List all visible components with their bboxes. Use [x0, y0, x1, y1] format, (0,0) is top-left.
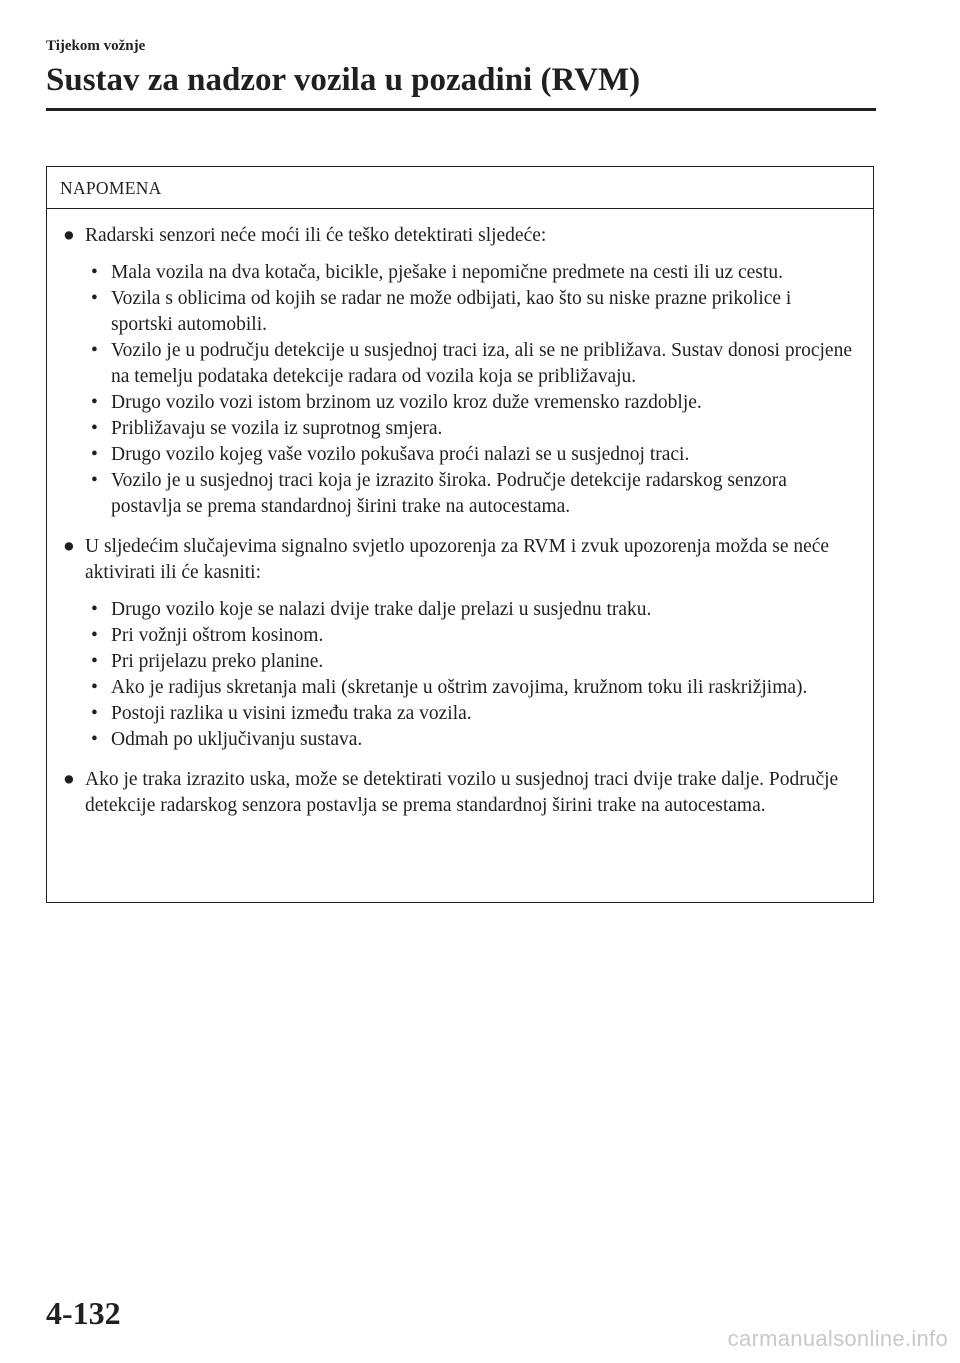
sub-item-text: Odmah po uključivanju sustava. — [111, 729, 363, 750]
title-divider — [46, 108, 876, 111]
sub-bullet-icon: • — [91, 703, 98, 724]
bullet-icon: ● — [63, 769, 75, 790]
sub-bullet-icon: • — [91, 599, 98, 620]
sub-item-text: Pri prijelazu preko planine. — [111, 651, 324, 672]
bullet-icon: ● — [63, 536, 75, 557]
sub-list — [91, 260, 853, 520]
sub-list-item — [91, 727, 853, 753]
note-item-text: U sljedećim slučajevima signalno svjetlo upozorenja za RVM i zvuk upozorenja možda se neće aktivirati ili će kasniti: — [85, 536, 830, 583]
section-label: Tijekom vožnje — [46, 38, 146, 54]
sub-list-item — [91, 338, 853, 390]
sub-bullet-icon: • — [91, 392, 98, 413]
sub-list-item — [91, 390, 853, 416]
bullet-icon: ● — [63, 225, 75, 246]
sub-list-item — [91, 442, 853, 468]
sub-bullet-icon: • — [91, 262, 98, 283]
sub-list-item — [91, 416, 853, 442]
note-item-text: Ako je traka izrazito uska, može se detektirati vozilo u susjednoj traci dvije trake dalje. Područje detekcije radarskog senzora postavlja se prema standardnoj širini trake na autocestama. — [85, 769, 839, 816]
note-item-text: Radarski senzori neće moći ili će teško detektirati sljedeće: — [85, 225, 547, 246]
sub-bullet-icon: • — [91, 470, 98, 491]
sub-list-item — [91, 286, 853, 338]
sub-list-item — [91, 701, 853, 727]
sub-list-item — [91, 597, 853, 623]
watermark: carmanualsonline.info — [727, 1326, 948, 1351]
sub-bullet-icon: • — [91, 444, 98, 465]
sub-list-item — [91, 468, 853, 520]
sub-item-text: Ako je radijus skretanja mali (skretanje u oštrim zavojima, kružnom toku ili raskrižjima). — [111, 677, 808, 698]
note-item — [63, 767, 853, 819]
sub-item-text: Približavaju se vozila iz suprotnog smjera. — [111, 418, 443, 439]
sub-item-text: Drugo vozilo koje se nalazi dvije trake dalje prelazi u susjednu traku. — [111, 599, 652, 620]
sub-bullet-icon: • — [91, 729, 98, 750]
sub-item-text: Drugo vozilo vozi istom brzinom uz vozilo kroz duže vremensko razdoblje. — [111, 392, 702, 413]
sub-list-item — [91, 623, 853, 649]
note-item — [63, 223, 853, 520]
page-title: Sustav za nadzor vozila u pozadini (RVM) — [46, 62, 641, 98]
sub-bullet-icon: • — [91, 418, 98, 439]
sub-list — [91, 597, 853, 753]
sub-item-text: Vozilo je u susjednoj traci koja je izrazito široka. Područje detekcije radarskog senzora postavlja se prema standardnoj širini trake na autocestama. — [111, 470, 787, 517]
note-body — [47, 209, 873, 819]
note-item — [63, 534, 853, 753]
sub-list-item — [91, 260, 853, 286]
sub-list-item — [91, 675, 853, 701]
sub-bullet-icon: • — [91, 651, 98, 672]
sub-item-text: Vozilo je u području detekcije u susjednoj traci iza, ali se ne približava. Sustav donosi procjene na temelju podataka detekcije radara od vozila koja se približavaju. — [111, 340, 852, 387]
sub-bullet-icon: • — [91, 288, 98, 309]
sub-item-text: Drugo vozilo kojeg vaše vozilo pokušava proći nalazi se u susjednoj traci. — [111, 444, 690, 465]
sub-item-text: Pri vožnji oštrom kosinom. — [111, 625, 324, 646]
sub-list-item — [91, 649, 853, 675]
page-number: 4-132 — [46, 1295, 121, 1331]
note-box — [46, 166, 874, 903]
sub-item-text: Mala vozila na dva kotača, bicikle, pješake i nepomične predmete na cesti ili uz cestu. — [111, 262, 783, 283]
sub-bullet-icon: • — [91, 677, 98, 698]
sub-item-text: Vozila s oblicima od kojih se radar ne može odbijati, kao što su niske prazne prikolice i sportski automobili. — [111, 288, 792, 335]
note-heading: NAPOMENA — [47, 167, 873, 209]
sub-bullet-icon: • — [91, 340, 98, 361]
sub-item-text: Postoji razlika u visini između traka za vozila. — [111, 703, 472, 724]
sub-bullet-icon: • — [91, 625, 98, 646]
